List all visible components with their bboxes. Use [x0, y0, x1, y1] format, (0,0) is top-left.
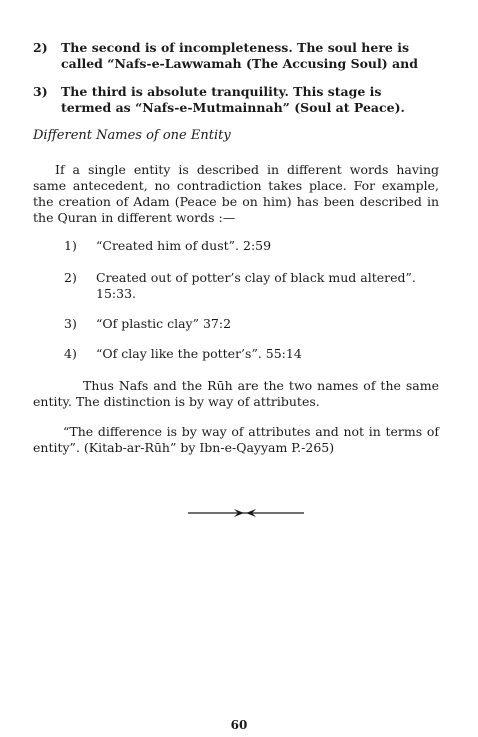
- list-text: The third is absolute tranquility. This stage is termed as “Nafs-e-Mutmainnah” (Soul at Peace).: [61, 84, 405, 115]
- paragraph-entity: If a single entity is described in different words having same antecedent, no contradiction takes place. For example, the creation of Adam (Peace be on him) has been described in the Quran in different words :—: [33, 162, 439, 225]
- paragraph-quote-ibn-qayyam: “The difference is by way of attributes and not in terms of entity”. (Kitab-ar-Rūh” by Ibn-e-Qayyam P.-265): [33, 424, 439, 455]
- list-number: 3): [33, 84, 48, 99]
- list-item-tranquility: [33, 84, 433, 116]
- paragraph-nafs-ruh: Thus Nafs and the Rūh are the two names of the same entity. The distinction is by way of attributes.: [33, 378, 439, 409]
- quote-text: Created out of potter’s clay of black mud altered”. 15:33.: [96, 270, 416, 301]
- quote-number: 2): [64, 270, 77, 285]
- quote-number: 3): [64, 316, 77, 331]
- quote-item: [64, 270, 434, 302]
- list-number: 2): [33, 40, 48, 55]
- quote-item: [64, 316, 434, 332]
- ornament-divider-icon: [188, 507, 304, 519]
- quote-number: 4): [64, 346, 77, 361]
- section-heading: Different Names of one Entity: [33, 128, 231, 143]
- list-item-incompleteness: [33, 40, 433, 72]
- quote-item: [64, 346, 434, 362]
- quote-item: [64, 238, 434, 254]
- quote-number: 1): [64, 238, 77, 253]
- quote-text: “Of clay like the potter’s”. 55:14: [96, 346, 302, 361]
- list-text: The second is of incompleteness. The soul here is called “Nafs-e-Lawwamah (The Accusing Soul) and: [61, 40, 418, 71]
- page-number: 60: [230, 718, 248, 732]
- quote-text: “Of plastic clay” 37:2: [96, 316, 232, 331]
- quote-text: “Created him of dust”. 2:59: [96, 238, 272, 253]
